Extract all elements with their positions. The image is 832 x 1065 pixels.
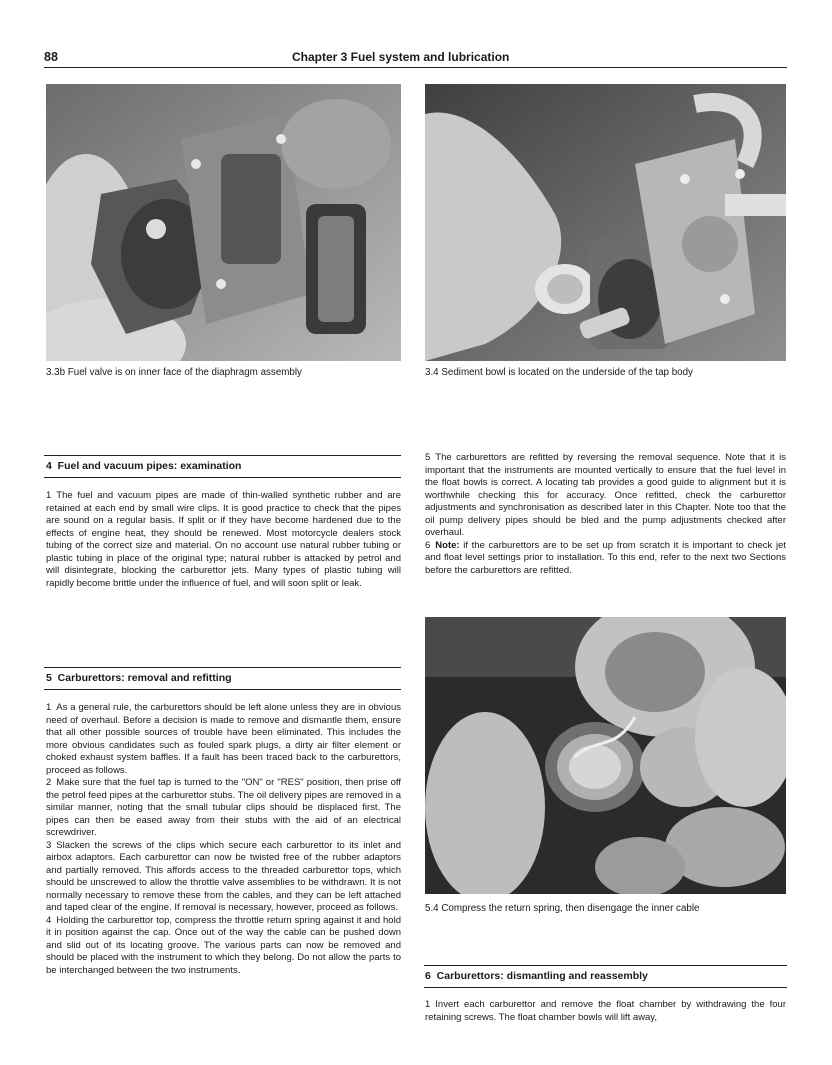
section-body — [46, 702, 401, 977]
paragraph-text: Holding the carburettor top, compress the throttle return spring against it and hold it in position against the cap. Once out of the way the cable can be pushed down and slid out of its locating groove. The various parts can now be removed and should be placed with the instrument to which they belong. Do not allow the parts to be interchanged between the two instruments. — [46, 914, 401, 976]
note-label: Note: — [435, 539, 460, 551]
figure-caption: 5.4 Compress the return spring, then disengage the inner cable — [425, 903, 700, 914]
photo-sediment-bowl — [425, 84, 786, 361]
paragraph-number: 1 — [425, 999, 431, 1010]
paragraph — [46, 777, 401, 840]
paragraph-text: Invert each carburettor and remove the float chamber by withdrawing the four retaining screws. The float chamber bowls will lift away, — [425, 999, 786, 1023]
paragraph — [46, 840, 401, 915]
photo-return-spring — [425, 617, 786, 894]
paragraph — [425, 452, 786, 540]
paragraph-number: 1 — [46, 490, 52, 501]
paragraph-text: Make sure that the fuel tap is turned to the "ON" or "RES" position, then prise off the petrol feed pipes at the carburettor stubs. The oil delivery pipes are removed in a similar manner, noting that the small tubular clips should be displaced first. The pipes can then be eased away from their stubs with the aid of an electrical screwdriver. — [46, 777, 401, 838]
paragraph-text: As a general rule, the carburettors should be left alone unless they are in obvious need of overhaul. Before a decision is made to remove and dismantle them, ensure that all other possible sources of trouble have been eliminated. This includes the more obvious candidates such as fouled spark plugs, a dirty air filter element or choked exhaust system baffles. If a fault has been traced back to the carburettors, proceed as follows. — [46, 702, 401, 776]
section-rule — [44, 477, 401, 478]
paragraph-number: 1 — [46, 702, 52, 713]
paragraph-number: 6 — [425, 539, 431, 551]
photo-fuel-valve — [46, 84, 401, 361]
paragraph-text: Slacken the screws of the clips which secure each carburettor to its inlet and airbox adaptors. Each carburettor can now be twisted free of the rubber adaptors and partially removed. This affords access to the threaded carburettor tops, which should be unscrewed to allow the throttle valve assemblies to be withdrawn. It is not normally necessary to remove these from the cables, and they can be left attached and taped clear of the engine. If removal is necessary, however, proceed as follows. — [46, 839, 401, 913]
section-rule — [424, 965, 787, 966]
section-body — [425, 999, 786, 1024]
paragraph-number: 4 — [46, 914, 52, 926]
header-rule — [44, 67, 787, 68]
paragraph-number: 5 — [425, 452, 431, 463]
section-rule — [44, 455, 401, 456]
paragraph-text: The carburettors are refitted by reversing the removal sequence. Note that it is important that the instruments are mounted vertically to ensure that the fuel level in the float bowls is correct. A locating tab provides a good guide to alignment but it is worthwhile checking this for accuracy. Once refitted, check the carburettor adjustments and synchronisation as described later in this Chapter. Note too that the oil pump delivery pipes should be bled and the pump adjustments checked after overhaul. — [425, 452, 786, 538]
section-body-continued — [425, 452, 786, 577]
section-heading: 4 Fuel and vacuum pipes: examination — [46, 460, 242, 472]
section-rule — [44, 689, 401, 690]
section-heading: 6 Carburettors: dismantling and reassembly — [425, 970, 648, 982]
page-number: 88 — [44, 50, 58, 64]
figure-caption: 3.4 Sediment bowl is located on the underside of the tap body — [425, 367, 693, 378]
figure-caption: 3.3b Fuel valve is on inner face of the diaphragm assembly — [46, 367, 302, 378]
paragraph-text: The fuel and vacuum pipes are made of thin-walled synthetic rubber and are retained at each end by small wire clips. It is good practice to check that the pipes are sound on a regular basis. If split or if they have become hardened due to the effects of engine heat, they should be renewed. Most motorcycle dealers stock tubing of the correct size and material. On no account use natural rubber tubing or plastic tubing in place of the original type; natural rubber is attacked by petrol and will disintegrate, blocking the carburettor jets. Many types of plastic tubing will rapidly become brittle under the influence of fuel, and will soon split or leak. — [46, 490, 401, 589]
chapter-title: Chapter 3 Fuel system and lubrication — [292, 50, 510, 64]
section-rule — [424, 987, 787, 988]
section-heading: 5 Carburettors: removal and refitting — [46, 672, 232, 684]
paragraph — [46, 915, 401, 978]
paragraph-number: 2 — [46, 777, 52, 788]
paragraph-text: if the carburettors are to be set up from scratch it is important to check jet and float level settings prior to installation. To this end, refer to the next two Sections before the carburettors are refitted. — [425, 539, 786, 576]
paragraph — [46, 490, 401, 590]
paragraph-number: 3 — [46, 839, 52, 851]
paragraph — [425, 540, 786, 578]
section-body — [46, 490, 401, 590]
section-rule — [44, 667, 401, 668]
paragraph — [46, 702, 401, 777]
paragraph — [425, 999, 786, 1024]
